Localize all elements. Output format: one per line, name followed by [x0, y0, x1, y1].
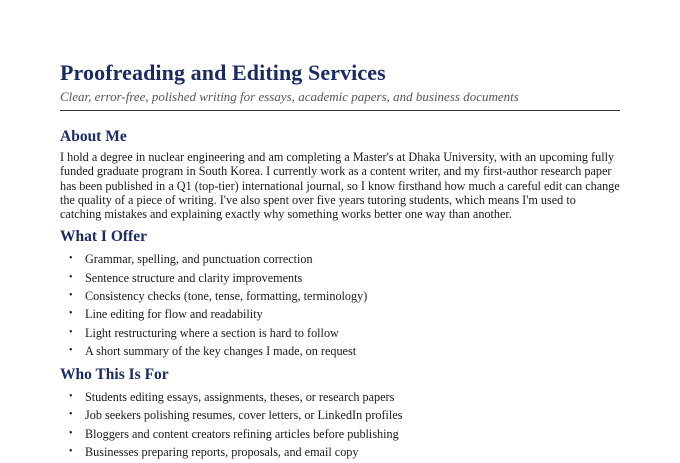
list-item [60, 326, 620, 340]
offer-heading: What I Offer [60, 228, 147, 246]
list-item-text: Light restructuring where a section is hard to follow [85, 325, 339, 340]
document-page [60, 58, 620, 463]
list-item-text: A short summary of the key changes I made, on request [85, 343, 357, 358]
bullet-icon: • [69, 271, 73, 283]
list-item-text: Businesses preparing reports, proposals, and email copy [85, 444, 359, 459]
bullet-icon: • [69, 445, 73, 457]
about-heading: About Me [60, 128, 127, 145]
bullet-icon: • [69, 308, 73, 320]
list-item [60, 271, 620, 285]
list-item [60, 252, 620, 266]
audience-list [60, 390, 620, 459]
list-item [60, 427, 620, 441]
list-item-text: Students editing essays, assignments, theses, or research papers [85, 389, 395, 404]
bullet-icon: • [69, 427, 73, 439]
list-item-text: Job seekers polishing resumes, cover letters, or LinkedIn profiles [85, 408, 403, 423]
about-paragraph: I hold a degree in nuclear engineering and am completing a Master's at Dhaka University, with an upcoming fully funded graduate program in South Korea. I currently work as a content writer, and my first-author research paper has been published in a Q1 (top-tier) international journal, so I know firsthand how much a careful edit can change the quality of a piece of writing. I've also spent over five years tutoring students, which means I'm used to catching mistakes and explaining exactly why something works better one way than another. [60, 150, 620, 222]
bullet-icon: • [69, 390, 73, 402]
list-item [60, 408, 620, 422]
page-title: Proofreading and Editing Services [60, 60, 386, 85]
bullet-icon: • [69, 344, 73, 356]
list-item [60, 390, 620, 404]
list-item [60, 445, 620, 459]
title-divider [60, 110, 620, 111]
list-item-text: Grammar, spelling, and punctuation correction [85, 252, 313, 267]
list-item [60, 344, 620, 358]
bullet-icon: • [69, 326, 73, 338]
list-item [60, 307, 620, 321]
list-item-text: Line editing for flow and readability [85, 307, 263, 322]
bullet-icon: • [69, 409, 73, 421]
offer-list [60, 252, 620, 357]
audience-heading: Who This Is For [60, 365, 169, 383]
list-item-text: Sentence structure and clarity improvements [85, 270, 303, 285]
list-item-text: Consistency checks (tone, tense, formatting, terminology) [85, 289, 368, 304]
page-subtitle: Clear, error-free, polished writing for essays, academic papers, and business documents [60, 89, 519, 104]
list-item-text: Bloggers and content creators refining articles before publishing [85, 426, 399, 441]
list-item [60, 289, 620, 303]
bullet-icon: • [69, 290, 73, 302]
bullet-icon: • [69, 253, 73, 265]
